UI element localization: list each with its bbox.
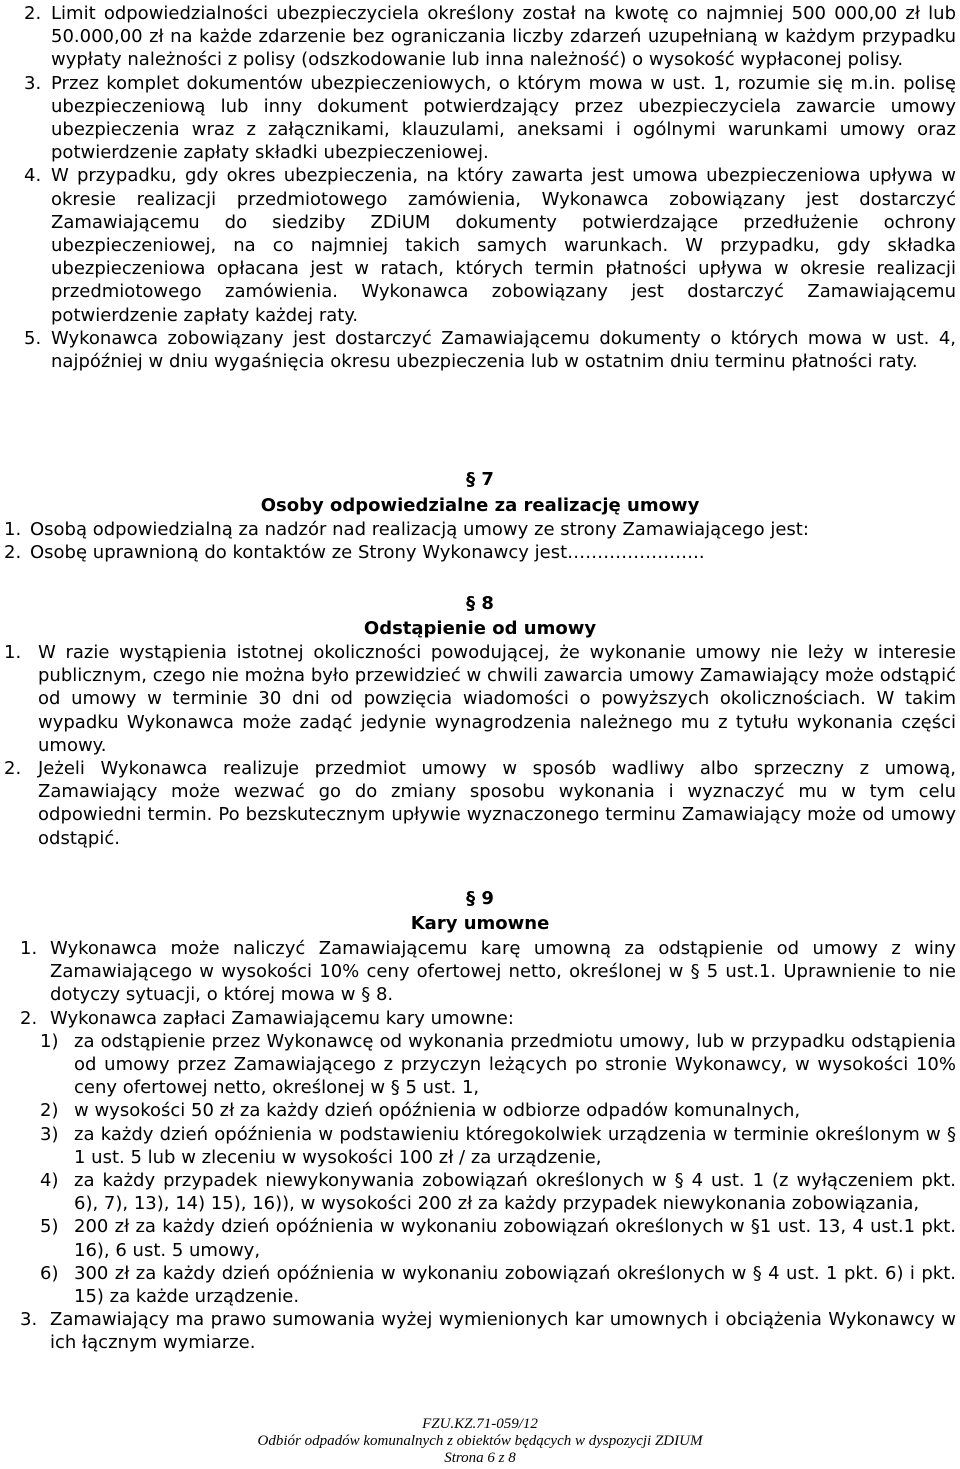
item-number: 1. [4,519,22,540]
list-item [4,757,956,850]
list-item [24,327,956,373]
sub-list-item [40,1123,956,1169]
item-text: Osobą odpowiedzialną za nadzór nad realizacją umowy ze strony Zamawiającego jest: [30,519,809,540]
item-text: Wykonawca może naliczyć Zamawiającemu karę umowną za odstąpienie od umowy z winy Zamawiającego w wysokości 10% ceny ofertowej netto, określonej w § 5 ust.1. Uprawnienie to nie dotyczy sytuacji, o której mowa w § 8. [50,938,956,1006]
sub-item-number: 6) [40,1262,59,1284]
sub-item-text: za każdy dzień opóźnienia w podstawieniu któregokolwiek urządzenia w terminie określonym w § 1 ust. 5 lub w zleceniu w wysokości 100 zł / za urządzenie, [74,1123,956,1168]
list-item [4,541,956,564]
item-text: Jeżeli Wykonawca realizuje przedmiot umowy w sposób wadliwy albo sprzeczny z umową, Zamawiający może wezwać go do zmiany sposobu wykonania i wyznaczyć mu w tym celu odpowiedni termin. Po bezskutecznym upływie wyznaczonego terminu Zamawiający może od umowy odstąpić. [38,758,956,849]
sub-list [20,1030,956,1308]
section-8-title: Odstąpienie od umowy [363,618,597,639]
section-9-number: § 9 [466,888,494,909]
footer-reference: FZU.KZ.71-059/12 [422,1416,538,1432]
list-item [20,937,956,1007]
insurance-paragraphs [24,2,956,373]
section-7-list [4,518,956,564]
item-text: W razie wystąpienia istotnej okoliczności powodującej, że wykonanie umowy nie leży w interesie publicznym, czego nie można było przewidzieć w chwili zawarcia umowy Zamawiający może odstąpić od umowy w terminie 30 dni od powzięcia wiadomości o powyższych okolicznościach. W takim wypadku Wykonawca może zadąć jedynie wynagrodzenia należnego mu z tytułu wykonania części umowy. [38,642,956,756]
sub-item-text: w wysokości 50 zł za każdy dzień opóźnienia w odbiorze odpadów komunalnych, [74,1100,801,1122]
sub-list-item [40,1215,956,1261]
section-7-title: Osoby odpowiedzialne za realizację umowy [260,495,700,516]
sub-item-number: 2) [40,1100,59,1122]
list-item [20,1007,956,1030]
sub-item-number: 4) [40,1170,59,1192]
item-number: 4. [24,165,42,187]
footer-subject: Odbiór odpadów komunalnych z obiektów będących w dyspozycji ZDIUM [257,1433,703,1449]
item-number: 2. [24,3,42,24]
section-9-list [20,937,956,1355]
section-9-title: Kary umowne [410,913,550,934]
sub-list-item [40,1262,956,1308]
item-number: 1. [20,938,38,959]
item-text: Wykonawca zapłaci Zamawiającemu kary umowne: [50,1007,514,1029]
item-number: 2. [20,1007,38,1029]
item-number: 3. [20,1309,38,1331]
sub-item-number: 3) [40,1123,59,1145]
item-text: W przypadku, gdy okres ubezpieczenia, na który zawarta jest umowa ubezpieczeniowa upływa w okresie realizacji przedmiotowego zamówienia, Wykonawca zobowiązany jest dostarczyć Zamawiającemu do siedziby ZDiUM dokumenty potwierdzające przedłużenie ochrony ubezpieczeniowej, na co najmniej takich samych warunkach. W przypadku, gdy składka ubezpieczeniowa opłacana jest w ratach, których termin płatności upływa w okresie realizacji przedmiotowego zamówienia. Wykonawca zobowiązany jest dostarczyć Zamawiającemu potwierdzenie zapłaty każdej raty. [51,165,956,326]
item-number: 2. [4,758,22,780]
sub-list-item [40,1099,956,1122]
sub-item-number: 5) [40,1216,59,1238]
item-text: Limit odpowiedzialności ubezpieczyciela określony został na kwotę co najmniej 500 000,00 zł lub 50.000,00 zł na każde zdarzenie bez ograniczania liczby zdarzeń uzupełnianą w każdym przypadku wypłaty należności z polisy (odszkodowanie lub inna należność) o wysokość wypłaconej polisy. [51,3,956,71]
footer-page-number: Strona 6 z 8 [444,1450,516,1466]
sub-item-number: 1) [40,1030,59,1052]
list-item [24,72,956,165]
item-text: Wykonawca zobowiązany jest dostarczyć Zamawiającemu dokumenty o których mowa w ust. 4, najpóźniej w dniu wygaśnięcia okresu ubezpieczenia lub w ostatnim dniu terminu płatności raty. [51,327,956,373]
item-number: 2. [4,542,22,564]
item-text: Osobę uprawnioną do kontaktów ze Strony Wykonawcy jest………………….. [30,542,705,564]
item-text: Zamawiający ma prawo sumowania wyżej wymienionych kar umownych i obciążenia Wykonawcy w ich łącznym wymiarze. [50,1309,956,1354]
list-item [4,641,956,757]
section-7-number: § 7 [466,469,494,490]
list-item [4,518,956,541]
sub-item-text: 300 zł za każdy dzień opóźnienia w wykonaniu zobowiązań określonych w § 4 ust. 1 pkt. 6) i pkt. 15) za każde urządzenie. [74,1262,956,1308]
item-number: 5. [24,327,42,349]
page-footer [0,1416,960,1467]
item-text: Przez komplet dokumentów ubezpieczeniowych, o którym mowa w ust. 1, rozumie się m.in. polisę ubezpieczeniową lub inny dokument potwierdzający przez ubezpieczyciela zawarcie umowy ubezpieczenia wraz z załącznikami, klauzulami, aneksami i ogólnymi warunkami umowy oraz potwierdzenie zapłaty składki ubezpieczeniowej. [51,72,956,164]
list-item [20,1308,956,1354]
item-number: 3. [24,72,42,94]
section-8-number: § 8 [466,593,494,614]
list-item [24,164,956,326]
sub-item-text: za odstąpienie przez Wykonawcę od wykonania przedmiotu umowy, lub w przypadku odstąpienia od umowy przez Zamawiającego z przyczyn leżących po stronie Wykonawcy, w wysokości 10% ceny ofertowej netto, określonej w § 5 ust. 1, [74,1030,956,1099]
sub-item-text: 200 zł za każdy dzień opóźnienia w wykonaniu zobowiązań określonych w §1 ust. 13, 4 ust.1 pkt. 16), 6 ust. 5 umowy, [74,1216,956,1261]
sub-list-item [40,1169,956,1215]
section-8-list [4,641,956,850]
sub-item-text: za każdy przypadek niewykonywania zobowiązań określonych w § 4 ust. 1 (z wyłączeniem pkt. 6), 7), 13), 14) 15), 16)), w wysokości 200 zł za każdy przypadek niewykonania zobowiązania, [74,1170,956,1215]
sub-list-item [40,1030,956,1100]
list-item [24,2,956,72]
item-number: 1. [4,642,22,663]
